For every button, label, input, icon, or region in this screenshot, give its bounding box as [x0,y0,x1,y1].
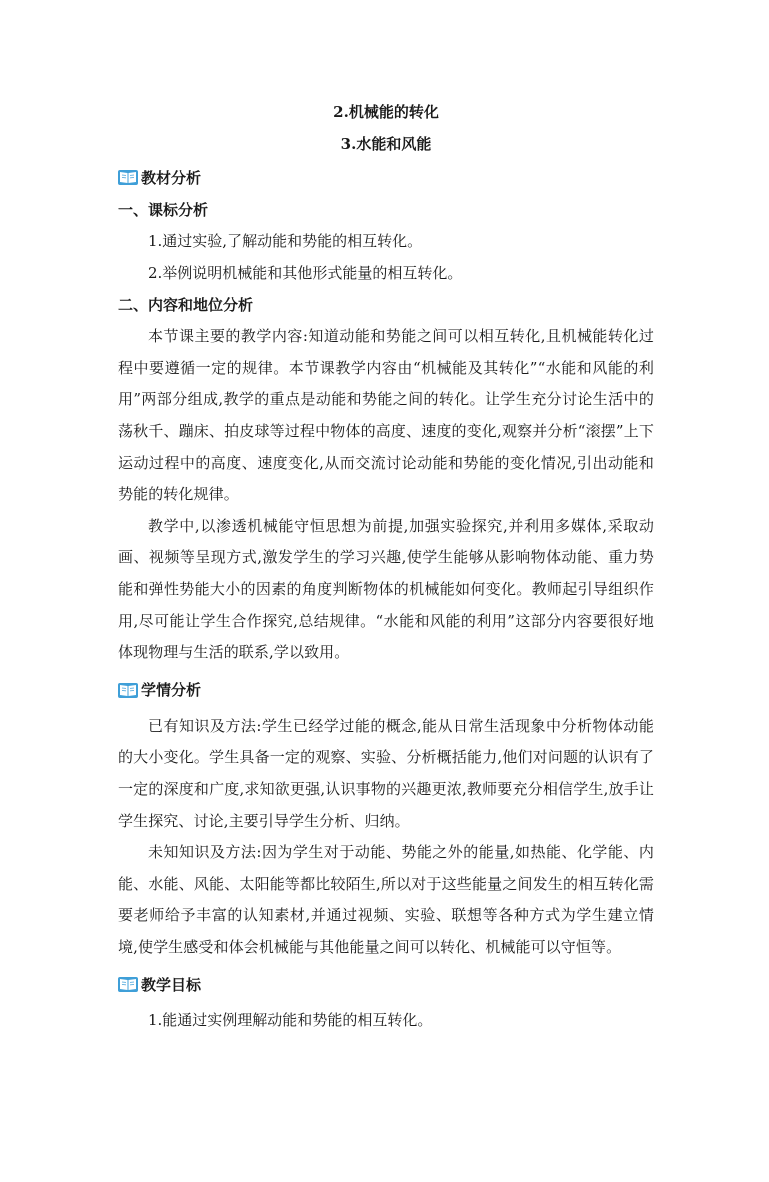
section-heading-material-analysis [118,160,654,194]
paragraph: 本节课主要的教学内容:知道动能和势能之间可以相互转化,且机械能转化过程中要遵循一定的规律。本节课教学内容由“机械能及其转化”“水能和风能的利用”两部分组成,教学的重点是动能和势能之间的转化。让学生充分讨论生活中的荡秋千、蹦床、拍皮球等过程中物体的高度、速度的变化,观察并分析“滚摆”上下运动过程中的高度、速度变化,从而交流讨论动能和势能的变化情况,引出动能和势能的转化规律。 [118,327,654,504]
list-item: 2.举例说明机械能和其他形式能量的相互转化。 [148,263,463,282]
section-heading-text: 教材分析 [141,168,202,187]
book-icon [118,975,138,993]
paragraph: 教学中,以渗透机械能守恒思想为前提,加强实验探究,并利用多媒体,采取动画、视频等呈现方式,激发学生的学习兴趣,使学生能够从影响物体动能、重力势能和弹性势能大小的因素的角度判断物体的机械能如何变化。教师起引导组织作用,尽可能让学生合作探究,总结规律。“水能和风能的利用”这部分内容要很好地体现物理与生活的联系,学以致用。 [118,516,654,662]
section-heading-teaching-goals [118,967,654,1001]
paragraph: 未知知识及方法:因为学生对于动能、势能之外的能量,如热能、化学能、内能、水能、风能、太阳能等都比较陌生,所以对于这些能量之间发生的相互转化需要老师给予丰富的认知素材,并通过视频、实验、联想等各种方式为学生建立情境,使学生感受和体会机械能与其他能量之间可以转化、机械能可以守恒等。 [118,843,654,956]
list-item: 1.通过实验,了解动能和势能的相互转化。 [148,232,423,250]
subheading-content-position: 二、内容和地位分析 [118,296,254,315]
subheading-curriculum-standard: 一、课标分析 [118,201,209,219]
book-icon [118,681,138,699]
lesson-title-2: 3.水能和风能 [340,135,432,153]
section-heading-text: 学情分析 [141,681,202,700]
lesson-title-1: 2.机械能的转化 [333,103,439,121]
book-icon [118,168,138,186]
document-body [118,96,654,1037]
paragraph: 已有知识及方法:学生已经学过能的概念,能从日常生活现象中分析物体动能的大小变化。学生具备一定的观察、实验、分析概括能力,他们对问题的认识有了一定的深度和广度,求知欲更强,认识事物的兴趣更浓,教师要充分相信学生,放手让学生探究、讨论,主要引导学生分析、归纳。 [118,716,654,830]
section-heading-student-analysis [118,673,654,707]
section-heading-text: 教学目标 [141,975,202,994]
list-item: 1.能通过实例理解动能和势能的相互转化。 [148,1011,433,1030]
